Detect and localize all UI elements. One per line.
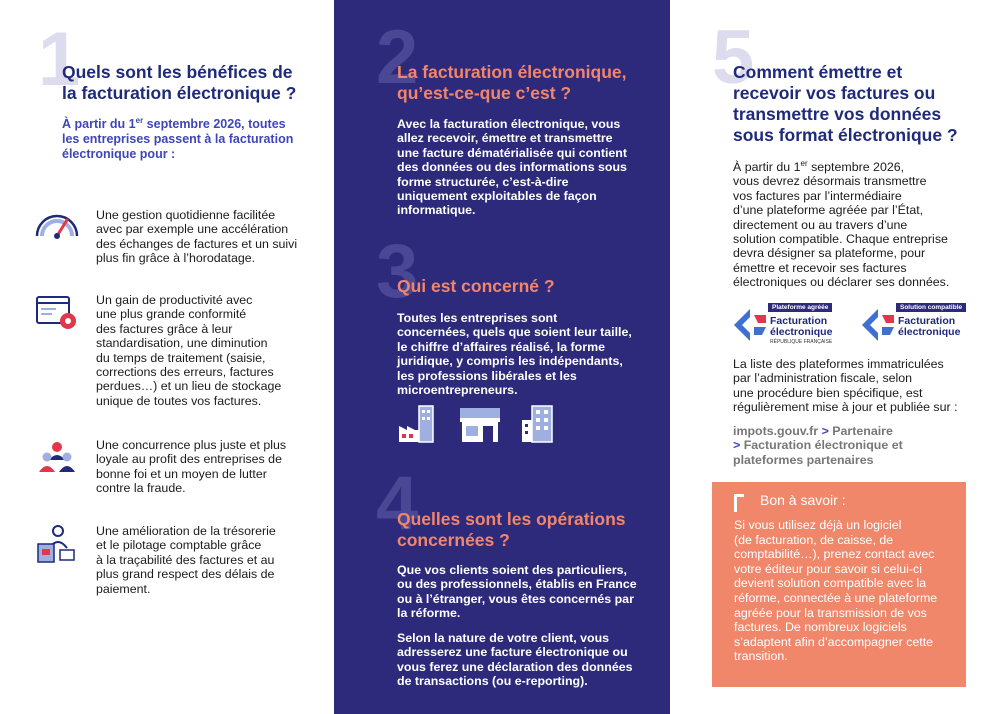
benefits-title: Quels sont les bénéfices de la facturation électronique ? bbox=[62, 62, 297, 103]
platform-list-text: La liste des plateformes immatriculées par l’administration fiscale, selon une procédure bien spécifique, est régulièrement mise à jour et publiée sur : bbox=[733, 357, 958, 415]
people-group-icon bbox=[38, 440, 76, 474]
browser-gear-icon bbox=[36, 296, 80, 332]
benefit-2-text: Un gain de productivité avec une plus grande conformité des factures grâce à leur standardisation, une diminution du temps de traitement (saisie, corrections des erreurs, factures perdues…) et un lieu de stockage unique de toutes vos factures. bbox=[96, 293, 282, 408]
section-benefits bbox=[0, 0, 334, 714]
section-number-3: 3 bbox=[376, 229, 419, 314]
flag-mark-icon bbox=[860, 305, 896, 345]
speedometer-icon bbox=[34, 208, 80, 240]
flag-mark-icon bbox=[732, 305, 768, 345]
section-number-5: 5 bbox=[712, 15, 755, 100]
how-to-title: Comment émettre et recevoir vos factures ou transmettre vos données sous format électronique ? bbox=[733, 62, 958, 145]
tip-box bbox=[712, 482, 966, 687]
logo-solution-compatible: Solution compatible Facturation électronique bbox=[860, 303, 972, 347]
operations-text-2: Selon la nature de votre client, vous adresserez une facture électronique ou vous ferez une déclaration des données de transactions (ou e-reporting). bbox=[397, 631, 633, 689]
tip-title: Bon à savoir : bbox=[760, 492, 846, 508]
benefit-3-text: Une concurrence plus juste et plus loyale au profit des entreprises de bonne foi et un moyen de lutter contre la fraude. bbox=[96, 438, 287, 496]
logo-plateforme-agreee: Plateforme agréée Facturation électronique RÉPUBLIQUE FRANÇAISE bbox=[732, 303, 844, 347]
section-number-1: 1 bbox=[38, 17, 81, 102]
who-text: Toutes les entreprises sont concernées, quels que soient leur taille, le chiffre d’affaires réalisé, la forme juridique, y compris les indépendants, les professions libérales et les microentrepreneurs. bbox=[397, 311, 632, 398]
office-building-icon bbox=[520, 404, 560, 444]
how-to-text: À partir du 1er septembre 2026, vous devrez désormais transmettre vos factures par l’intermédiaire d’une plateforme agréée par l’État, directement ou au travers d’une solution compatible. Chaque entreprise devra désigner sa plateforme, pour émettre et recevoir ses factures électroniques ou déclarer ses données. bbox=[733, 158, 950, 290]
definition-text: Avec la facturation électronique, vous allez recevoir, émettre et transmettre une facture dématérialisée qui contient des données ou des informations sous forme structurée, c’est-à-dire uniquement exploitables de façon informatique. bbox=[397, 117, 627, 218]
benefit-1-text: Une gestion quotidienne facilitée avec par exemple une accélération des échanges de factures et un suivi plus fin grâce à l’horodatage. bbox=[96, 208, 298, 266]
document-person-icon bbox=[36, 524, 76, 564]
section-number-2: 2 bbox=[376, 15, 419, 100]
operations-text-1: Que vos clients soient des particuliers, ou des professionnels, établis en France ou à l’étranger, vous êtes concernés par la réforme. bbox=[397, 563, 637, 621]
shop-icon bbox=[458, 404, 502, 444]
tip-text: Si vous utilisez déjà un logiciel (de facturation, de caisse, de comptabilité…), prenez contact avec votre éditeur pour savoir si celui-ci devient solution compatible avec la réforme, connectée à une plateforme agréée pour la transmission de vos factures. De nombreux logiciels s’adaptent afin d’accompagner cette transition. bbox=[734, 518, 938, 664]
definition-title: La facturation électronique, qu’est-ce-que c’est ? bbox=[397, 62, 627, 103]
benefits-intro: À partir du 1er septembre 2026, toutes les entreprises passent à la facturation électronique pour : bbox=[62, 115, 294, 161]
benefit-4-text: Une amélioration de la trésorerie et le pilotage comptable grâce à la traçabilité des factures et au plus grand respect des délais de paiement. bbox=[96, 524, 276, 596]
factory-icon bbox=[397, 404, 441, 444]
impots-link[interactable]: impots.gouv.fr > Partenaire > Facturation électronique et plateformes partenaires bbox=[733, 424, 903, 467]
corner-mark-icon bbox=[734, 494, 744, 512]
section-number-4: 4 bbox=[376, 461, 419, 546]
who-title: Qui est concerné ? bbox=[397, 276, 555, 296]
section-middle-panel bbox=[334, 0, 670, 714]
operations-title: Quelles sont les opérations concernées ? bbox=[397, 509, 626, 550]
